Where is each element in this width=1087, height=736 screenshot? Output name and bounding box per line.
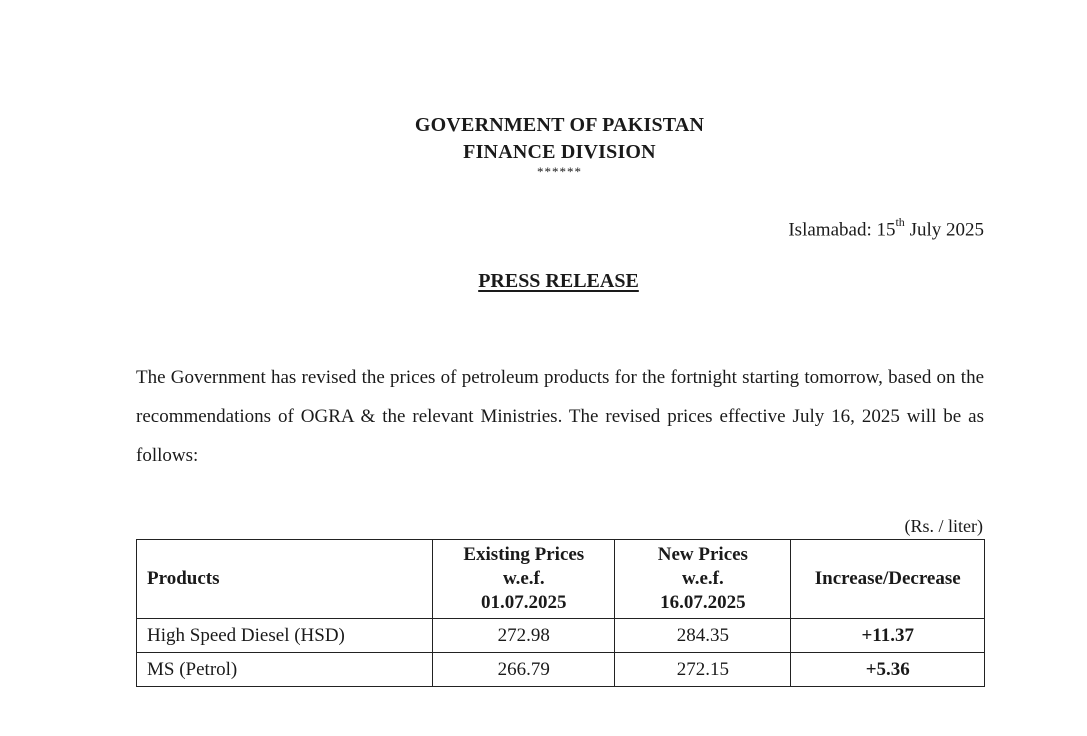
header-products: Products [137,540,433,619]
table-row [137,619,985,653]
row-change: +5.36 [791,653,985,687]
header-existing-line1: Existing Prices [463,544,585,565]
government-heading: GOVERNMENT OF PAKISTAN [414,114,705,136]
dateline [788,217,984,241]
header-new-line2: w.e.f. [682,568,724,589]
price-table [136,539,985,687]
dateline-rest: July 2025 [904,219,984,241]
stars-divider: ****** [537,164,582,179]
row-new-price: 272.15 [615,653,791,687]
unit-note: (Rs. / liter) [904,516,983,536]
header-increase-decrease: Increase/Decrease [791,540,985,619]
press-release-title: PRESS RELEASE [478,270,639,292]
header-new-line3: 16.07.2025 [660,592,746,613]
row-new-price: 284.35 [615,619,791,653]
row-existing-price: 272.98 [433,619,615,653]
press-release-title-wrap [0,270,1087,293]
dateline-suffix: th [895,215,905,229]
row-change: +11.37 [791,619,985,653]
table-row [137,653,985,687]
table-header-row [137,540,985,619]
row-existing-price: 266.79 [433,653,615,687]
body-paragraph: The Government has revised the prices of petroleum products for the fortnight starting tomorrow, based on the recommendations of OGRA & the relevant Ministries. The revised prices effective July 16, 2025 will be as follows: [136,367,984,466]
header-new-prices [615,540,791,619]
division-heading: FINANCE DIVISION [463,141,656,163]
header-existing-line2: w.e.f. [502,568,545,589]
header-existing-line3: 01.07.2025 [481,592,567,613]
dateline-city: Islamabad: 15 [788,219,896,241]
header-existing-prices [433,540,615,619]
row-product: High Speed Diesel (HSD) [137,619,433,653]
header-new-line1: New Prices [657,544,748,565]
row-product: MS (Petrol) [137,653,433,687]
